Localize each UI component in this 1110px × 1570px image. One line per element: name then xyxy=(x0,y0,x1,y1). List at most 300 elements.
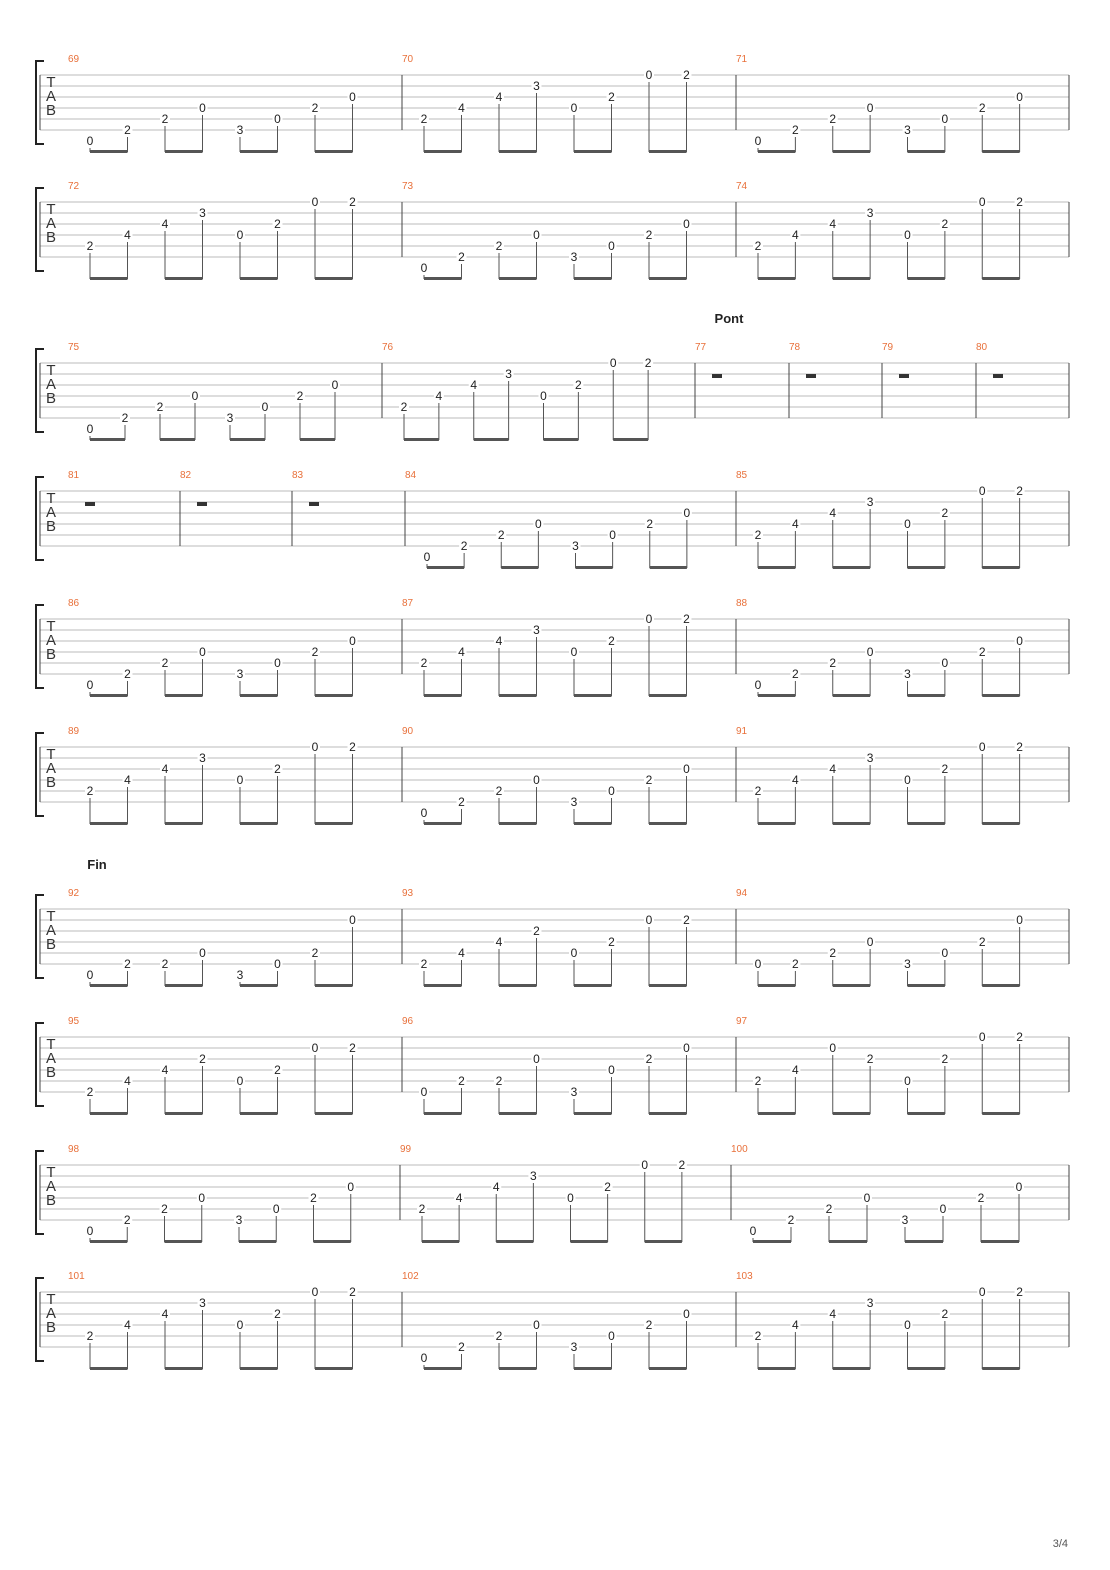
measure-number: 76 xyxy=(382,342,394,353)
fret-number: 2 xyxy=(161,1202,168,1216)
measure xyxy=(402,1016,692,1115)
fret-number: 2 xyxy=(400,400,408,414)
beam xyxy=(758,277,795,280)
beam xyxy=(758,984,795,987)
fret-number: 0 xyxy=(978,484,986,498)
fret-number: 2 xyxy=(1016,740,1023,754)
fret-number: 0 xyxy=(683,1307,690,1321)
fret-number: 4 xyxy=(492,1180,500,1194)
beam xyxy=(165,150,203,153)
measure-number: 88 xyxy=(736,598,748,609)
fret-number: 0 xyxy=(641,1158,649,1172)
fret-number: 2 xyxy=(678,1158,686,1172)
beam xyxy=(424,150,462,153)
tab-clef-letter: B xyxy=(45,1192,57,1209)
fret-number: 2 xyxy=(497,528,505,542)
fret-number: 2 xyxy=(161,112,169,126)
fret-number: 0 xyxy=(978,1030,986,1044)
fret-number: 2 xyxy=(608,634,615,648)
fret-number: 0 xyxy=(533,773,540,787)
fret-number: 2 xyxy=(787,1213,795,1227)
fret-number: 3 xyxy=(533,79,540,93)
fret-number: 2 xyxy=(274,1307,281,1321)
fret-number: 2 xyxy=(296,389,304,403)
whole-rest-icon xyxy=(993,374,1003,378)
beam xyxy=(315,1112,353,1115)
tab-clef-letter: A xyxy=(45,1050,57,1067)
beam xyxy=(240,984,278,987)
beam xyxy=(499,277,537,280)
fret-number: 0 xyxy=(349,913,356,927)
fret-number: 0 xyxy=(570,645,578,659)
fret-number: 0 xyxy=(261,400,269,414)
fret-number: 0 xyxy=(645,68,653,82)
beam xyxy=(90,822,128,825)
measure-number: 77 xyxy=(695,342,707,353)
beam xyxy=(982,1112,1019,1115)
fret-number: 0 xyxy=(191,389,199,403)
fret-number: 2 xyxy=(420,957,428,971)
beam xyxy=(982,984,1019,987)
beam xyxy=(982,566,1019,569)
measure-number: 74 xyxy=(736,181,748,192)
whole-rest-icon xyxy=(85,502,95,506)
fret-number: 0 xyxy=(420,806,428,820)
fret-number: 2 xyxy=(86,784,94,798)
tab-clef-letter: T xyxy=(46,1036,56,1053)
measure xyxy=(402,726,692,825)
beam xyxy=(574,1367,612,1370)
measure-number: 96 xyxy=(402,1016,414,1027)
fret-number: 2 xyxy=(533,924,540,938)
measure-number: 93 xyxy=(402,888,414,899)
fret-number: 0 xyxy=(608,784,615,798)
fret-number: 0 xyxy=(535,517,542,531)
fret-number: 0 xyxy=(863,1191,871,1205)
fret-number: 0 xyxy=(533,228,540,242)
beam xyxy=(833,1112,870,1115)
beam xyxy=(758,694,795,697)
fret-number: 0 xyxy=(570,101,578,115)
tab-clef-letter: B xyxy=(45,646,57,663)
fret-number: 0 xyxy=(866,645,874,659)
fret-number: 2 xyxy=(420,656,428,670)
fret-number: 0 xyxy=(978,740,986,754)
fret-number: 2 xyxy=(124,123,131,137)
measure-number: 102 xyxy=(402,1271,419,1282)
fret-number: 4 xyxy=(792,228,799,242)
fret-number: 2 xyxy=(458,250,465,264)
tab-clef-letter: A xyxy=(45,215,57,232)
measure-number: 92 xyxy=(68,888,80,899)
fret-number: 4 xyxy=(495,634,503,648)
fret-number: 0 xyxy=(939,1202,947,1216)
fret-number: 4 xyxy=(829,506,837,520)
fret-number: 0 xyxy=(199,946,206,960)
beam xyxy=(165,984,203,987)
fret-number: 0 xyxy=(645,913,653,927)
fret-number: 2 xyxy=(199,1052,206,1066)
beam xyxy=(424,694,462,697)
measure-number: 82 xyxy=(180,470,192,481)
whole-rest-icon xyxy=(309,502,319,506)
fret-number: 0 xyxy=(86,422,94,436)
fret-number: 2 xyxy=(941,1307,949,1321)
fret-number: 3 xyxy=(530,1169,537,1183)
fret-number: 2 xyxy=(1016,1030,1023,1044)
measure xyxy=(736,726,1025,825)
fret-number: 0 xyxy=(904,1318,911,1332)
measure xyxy=(695,342,722,378)
beam xyxy=(758,822,795,825)
fret-number: 0 xyxy=(347,1180,355,1194)
beam xyxy=(300,438,335,441)
fret-number: 2 xyxy=(86,1329,94,1343)
beam xyxy=(240,1367,278,1370)
beam xyxy=(90,438,125,441)
beam xyxy=(240,150,278,153)
fret-number: 0 xyxy=(1016,634,1023,648)
fret-number: 2 xyxy=(575,378,582,392)
fret-number: 0 xyxy=(609,528,616,542)
tab-system xyxy=(36,54,1069,153)
fret-number: 3 xyxy=(866,751,874,765)
fret-number: 2 xyxy=(161,957,169,971)
fret-number: 0 xyxy=(1016,913,1023,927)
measure xyxy=(402,888,692,987)
fret-number: 0 xyxy=(608,1063,615,1077)
measure xyxy=(402,598,692,697)
whole-rest-icon xyxy=(899,374,909,378)
fret-number: 0 xyxy=(198,1191,206,1205)
fret-number: 4 xyxy=(829,217,837,231)
beam xyxy=(424,277,462,280)
fret-number: 4 xyxy=(792,773,799,787)
measure xyxy=(789,342,816,378)
fret-number: 2 xyxy=(274,217,281,231)
measure-number: 84 xyxy=(405,470,417,481)
fret-number: 2 xyxy=(754,1329,762,1343)
measure-number: 100 xyxy=(731,1144,748,1155)
tab-clef-letter: B xyxy=(45,1319,57,1336)
fret-number: 4 xyxy=(458,645,465,659)
tab-clef-letter: T xyxy=(46,908,56,925)
beam xyxy=(314,1240,351,1243)
measure-number: 101 xyxy=(68,1271,85,1282)
fret-number: 2 xyxy=(86,1085,94,1099)
beam xyxy=(315,984,353,987)
measure xyxy=(68,1016,358,1115)
tab-system xyxy=(36,857,1069,987)
fret-number: 2 xyxy=(978,935,986,949)
measure xyxy=(180,470,207,506)
beam xyxy=(758,1367,795,1370)
fret-number: 0 xyxy=(311,740,319,754)
fret-number: 0 xyxy=(420,1351,428,1365)
measure xyxy=(736,54,1025,153)
measure xyxy=(68,598,358,697)
fret-number: 3 xyxy=(570,1085,578,1099)
beam xyxy=(905,1240,943,1243)
fret-number: 0 xyxy=(754,957,762,971)
fret-number: 0 xyxy=(311,1285,319,1299)
fret-number: 4 xyxy=(435,389,443,403)
tab-clef-letter: T xyxy=(46,746,56,763)
beam xyxy=(833,566,870,569)
fret-number: 0 xyxy=(86,1224,94,1238)
beam xyxy=(240,1112,278,1115)
fret-number: 2 xyxy=(866,1052,874,1066)
tab-clef-letter: A xyxy=(45,760,57,777)
beam xyxy=(315,150,353,153)
tab-clef-letter: A xyxy=(45,376,57,393)
measure xyxy=(292,470,319,506)
measure xyxy=(68,726,358,825)
measure xyxy=(402,1271,692,1370)
beam xyxy=(758,566,795,569)
fret-number: 0 xyxy=(866,935,874,949)
fret-number: 0 xyxy=(941,656,949,670)
beam xyxy=(165,694,203,697)
fret-number: 0 xyxy=(86,968,94,982)
beam xyxy=(240,277,278,280)
fret-number: 3 xyxy=(901,1213,909,1227)
beam xyxy=(758,1112,795,1115)
beam xyxy=(165,1367,203,1370)
fret-number: 2 xyxy=(792,667,799,681)
fret-number: 2 xyxy=(608,935,615,949)
beam xyxy=(424,822,462,825)
measure-number: 81 xyxy=(68,470,80,481)
measure xyxy=(402,181,692,280)
fret-number: 4 xyxy=(792,1318,799,1332)
beam xyxy=(90,694,128,697)
fret-number: 0 xyxy=(608,239,615,253)
beam xyxy=(833,984,870,987)
measure xyxy=(400,1144,687,1243)
measure xyxy=(731,1144,1024,1243)
fret-number: 2 xyxy=(646,517,654,531)
fret-number: 3 xyxy=(866,206,874,220)
fret-number: 0 xyxy=(533,1318,540,1332)
fret-number: 2 xyxy=(941,1052,949,1066)
tab-system xyxy=(36,1016,1069,1115)
beam xyxy=(574,694,612,697)
fret-number: 2 xyxy=(825,1202,833,1216)
fret-number: 4 xyxy=(124,773,131,787)
beam xyxy=(908,566,945,569)
fret-number: 0 xyxy=(331,378,339,392)
tab-clef-letter: T xyxy=(46,618,56,635)
fret-number: 2 xyxy=(829,656,837,670)
fret-number: 2 xyxy=(792,123,799,137)
beam xyxy=(833,277,870,280)
fret-number: 0 xyxy=(349,634,356,648)
beam xyxy=(499,1112,537,1115)
beam xyxy=(649,694,687,697)
tab-clef-letter: T xyxy=(46,1291,56,1308)
fret-number: 2 xyxy=(754,528,762,542)
fret-number: 2 xyxy=(645,228,653,242)
fret-number: 2 xyxy=(349,1041,356,1055)
tab-clef-letter: A xyxy=(45,922,57,939)
fret-number: 3 xyxy=(572,539,579,553)
measure xyxy=(382,342,653,441)
measure xyxy=(736,888,1025,987)
fret-number: 2 xyxy=(604,1180,611,1194)
beam xyxy=(613,438,648,441)
tab-system xyxy=(36,470,1069,569)
beam xyxy=(649,1112,687,1115)
fret-number: 0 xyxy=(274,656,281,670)
beam xyxy=(645,1240,682,1243)
tab-system xyxy=(36,598,1069,697)
fret-number: 2 xyxy=(495,239,503,253)
beam xyxy=(160,438,195,441)
fret-number: 2 xyxy=(829,112,837,126)
tab-system xyxy=(36,1144,1069,1243)
fret-number: 3 xyxy=(570,1340,578,1354)
fret-number: 2 xyxy=(124,667,131,681)
fret-number: 0 xyxy=(866,101,874,115)
measure-number: 94 xyxy=(736,888,748,899)
measure xyxy=(68,181,358,280)
fret-number: 0 xyxy=(349,90,356,104)
section-label: Fin xyxy=(87,857,107,872)
measure-number: 95 xyxy=(68,1016,80,1027)
fret-number: 0 xyxy=(274,957,281,971)
beam xyxy=(908,694,945,697)
beam xyxy=(90,1112,128,1115)
fret-number: 2 xyxy=(495,1329,503,1343)
fret-number: 0 xyxy=(1016,90,1023,104)
beam xyxy=(90,150,128,153)
fret-number: 2 xyxy=(941,762,949,776)
beam xyxy=(315,1367,353,1370)
fret-number: 4 xyxy=(455,1191,463,1205)
fret-number: 4 xyxy=(161,762,169,776)
beam xyxy=(165,277,203,280)
fret-number: 0 xyxy=(978,1285,986,1299)
fret-number: 3 xyxy=(236,667,244,681)
fret-number: 0 xyxy=(904,1074,911,1088)
fret-number: 2 xyxy=(311,645,319,659)
beam xyxy=(649,984,687,987)
fret-number: 2 xyxy=(941,217,949,231)
fret-number: 2 xyxy=(683,68,690,82)
beam xyxy=(499,1367,537,1370)
measure xyxy=(68,1144,356,1243)
fret-number: 0 xyxy=(236,228,244,242)
measure xyxy=(736,181,1025,280)
measure-number: 98 xyxy=(68,1144,80,1155)
beam xyxy=(908,277,945,280)
fret-number: 3 xyxy=(226,411,234,425)
tab-clef-letter: B xyxy=(45,936,57,953)
fret-number: 2 xyxy=(495,784,503,798)
measure xyxy=(68,54,358,153)
fret-number: 2 xyxy=(420,112,428,126)
fret-number: 2 xyxy=(495,1074,503,1088)
fret-number: 3 xyxy=(866,1296,874,1310)
fret-number: 2 xyxy=(156,400,164,414)
fret-number: 3 xyxy=(904,667,911,681)
fret-number: 2 xyxy=(274,1063,281,1077)
fret-number: 2 xyxy=(977,1191,985,1205)
fret-number: 2 xyxy=(1016,1285,1023,1299)
fret-number: 0 xyxy=(749,1224,757,1238)
tab-clef-letter: B xyxy=(45,390,57,407)
beam xyxy=(574,1112,612,1115)
measure-number: 78 xyxy=(789,342,801,353)
beam xyxy=(833,1367,870,1370)
measure xyxy=(736,598,1025,697)
fret-number: 0 xyxy=(978,195,986,209)
measure-number: 73 xyxy=(402,181,414,192)
tab-clef-letter: A xyxy=(45,88,57,105)
fret-number: 2 xyxy=(1016,195,1023,209)
fret-number: 0 xyxy=(423,550,431,564)
measure-number: 91 xyxy=(736,726,748,737)
fret-number: 0 xyxy=(683,217,690,231)
fret-number: 4 xyxy=(124,1318,131,1332)
fret-number: 3 xyxy=(904,123,911,137)
fret-number: 3 xyxy=(235,1213,243,1227)
fret-number: 0 xyxy=(683,1041,690,1055)
fret-number: 2 xyxy=(978,645,986,659)
fret-number: 2 xyxy=(458,1340,465,1354)
beam xyxy=(474,438,509,441)
fret-number: 2 xyxy=(310,1191,317,1205)
fret-number: 4 xyxy=(495,935,503,949)
fret-number: 0 xyxy=(540,389,547,403)
measure xyxy=(68,888,358,987)
fret-number: 4 xyxy=(829,1307,837,1321)
fret-number: 2 xyxy=(754,784,762,798)
fret-number: 2 xyxy=(458,1074,465,1088)
fret-number: 3 xyxy=(199,751,206,765)
beam xyxy=(908,1112,945,1115)
fret-number: 2 xyxy=(754,1074,762,1088)
fret-number: 3 xyxy=(236,968,244,982)
tab-clef-letter: B xyxy=(45,518,57,535)
tab-system xyxy=(36,726,1069,825)
beam xyxy=(424,1112,462,1115)
fret-number: 0 xyxy=(311,195,319,209)
beam xyxy=(499,984,537,987)
fret-number: 4 xyxy=(161,1063,169,1077)
tab-system xyxy=(36,1271,1069,1370)
fret-number: 2 xyxy=(418,1202,426,1216)
fret-number: 0 xyxy=(236,1318,244,1332)
beam xyxy=(501,566,538,569)
beam xyxy=(833,150,870,153)
beam xyxy=(499,822,537,825)
fret-number: 2 xyxy=(124,957,131,971)
measure-number: 99 xyxy=(400,1144,412,1155)
fret-number: 0 xyxy=(86,134,94,148)
beam xyxy=(165,1112,203,1115)
measure-number: 87 xyxy=(402,598,414,609)
beam xyxy=(574,984,612,987)
beam xyxy=(908,984,945,987)
fret-number: 2 xyxy=(645,773,653,787)
fret-number: 2 xyxy=(1016,484,1023,498)
measure xyxy=(736,1016,1025,1115)
fret-number: 4 xyxy=(470,378,478,392)
beam xyxy=(496,1240,533,1243)
fret-number: 0 xyxy=(904,773,911,787)
